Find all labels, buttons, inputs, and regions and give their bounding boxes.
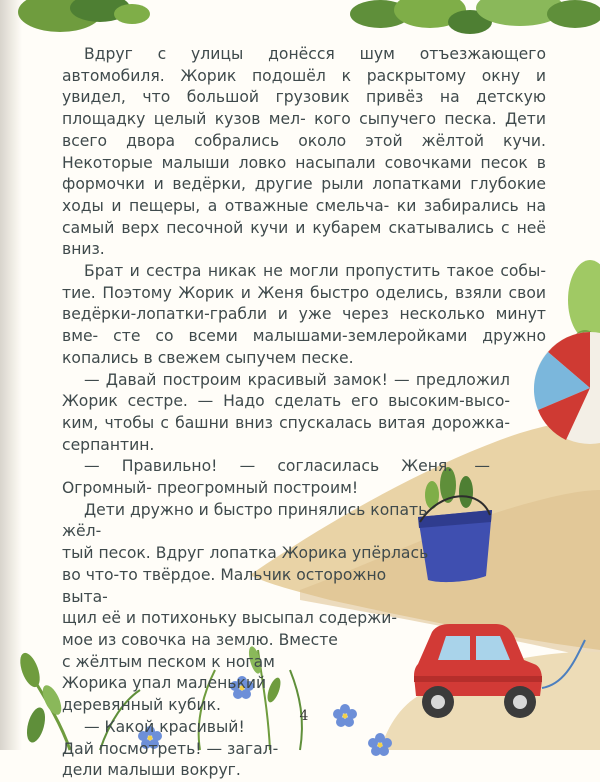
text-line: — Какой красивый! xyxy=(84,717,245,736)
text-line: скатывались с неё вниз. xyxy=(62,218,546,259)
text-line: — Давай построим красивый замок! — предложил xyxy=(84,370,510,389)
text-line: ким, чтобы с башни вниз спускалась витая дорожка- xyxy=(62,413,510,432)
paragraph-6 xyxy=(62,717,546,782)
text-line: деревянный кубик. xyxy=(62,696,222,715)
text-line: во что-то твёрдое. Мальчик осторожно выта- xyxy=(62,565,387,606)
paragraph-4 xyxy=(62,456,490,499)
text-line: Жорик сестре. — Надо сделать его высоким-высо- xyxy=(62,392,510,411)
story-text xyxy=(62,44,546,782)
text-line: сте со всеми малышами-землеройками дружно копались xyxy=(62,327,546,367)
text-line: в свежем сыпучем песке. xyxy=(143,348,354,367)
text-line: Жорика упал маленький xyxy=(62,674,267,693)
text-line: тый песок. Вдруг лопатка Жорика упёрлась xyxy=(62,544,429,563)
text-line: Вдруг с улицы донёсся шум отъезжающего автомобиля. xyxy=(62,45,546,85)
text-line: тие. Поэтому Жорик и Женя быстро оделись, взяли свои xyxy=(62,283,546,302)
text-line: с жёлтым песком к ногам xyxy=(62,652,275,671)
page-number: 4 xyxy=(299,708,309,724)
text-line: преогромный построим! xyxy=(156,479,359,498)
paragraph-1 xyxy=(62,44,546,261)
paragraph-2 xyxy=(62,261,546,370)
text-line: ки забирались на самый верх песочной кучи и кубарем xyxy=(62,196,546,237)
paragraph-3 xyxy=(62,370,510,457)
text-line: совочками песок в формочки и ведёрки, другие рыли xyxy=(62,153,546,194)
text-line: мое из совочка на землю. Вместе xyxy=(62,630,338,649)
text-line: Брат и сестра никак не могли пропустить такое собы- xyxy=(84,262,546,281)
text-line: грузовик привёз на детскую площадку целый кузов мел- xyxy=(62,88,546,129)
text-line: Жорик подошёл к раскрытому окну и увидел, что большой xyxy=(62,66,546,107)
text-line: — Правильно! — согласилась Женя. — Огромный- xyxy=(62,457,490,498)
text-line: серпантин. xyxy=(62,435,155,454)
text-line: дели малыши вокруг. xyxy=(62,761,241,780)
text-line: ведёрки-лопатки-грабли и уже через несколько минут вме- xyxy=(62,305,546,346)
text-line: Дай посмотреть! — загал- xyxy=(62,739,279,758)
text-line: этой жёлтой кучи. Некоторые малыши ловко насыпали xyxy=(62,131,546,172)
text-line: кого сыпучего песка. Дети всего двора собрались около xyxy=(62,110,546,150)
text-line: Дети дружно и быстро принялись копать жёл- xyxy=(62,500,428,541)
text-line: лопатками глубокие ходы и пещеры, а отважные смельча- xyxy=(62,175,546,215)
tree-leaves-icon xyxy=(18,0,600,34)
paragraph-5 xyxy=(62,500,546,717)
text-line: щил её и потихоньку высыпал содержи- xyxy=(62,609,397,628)
